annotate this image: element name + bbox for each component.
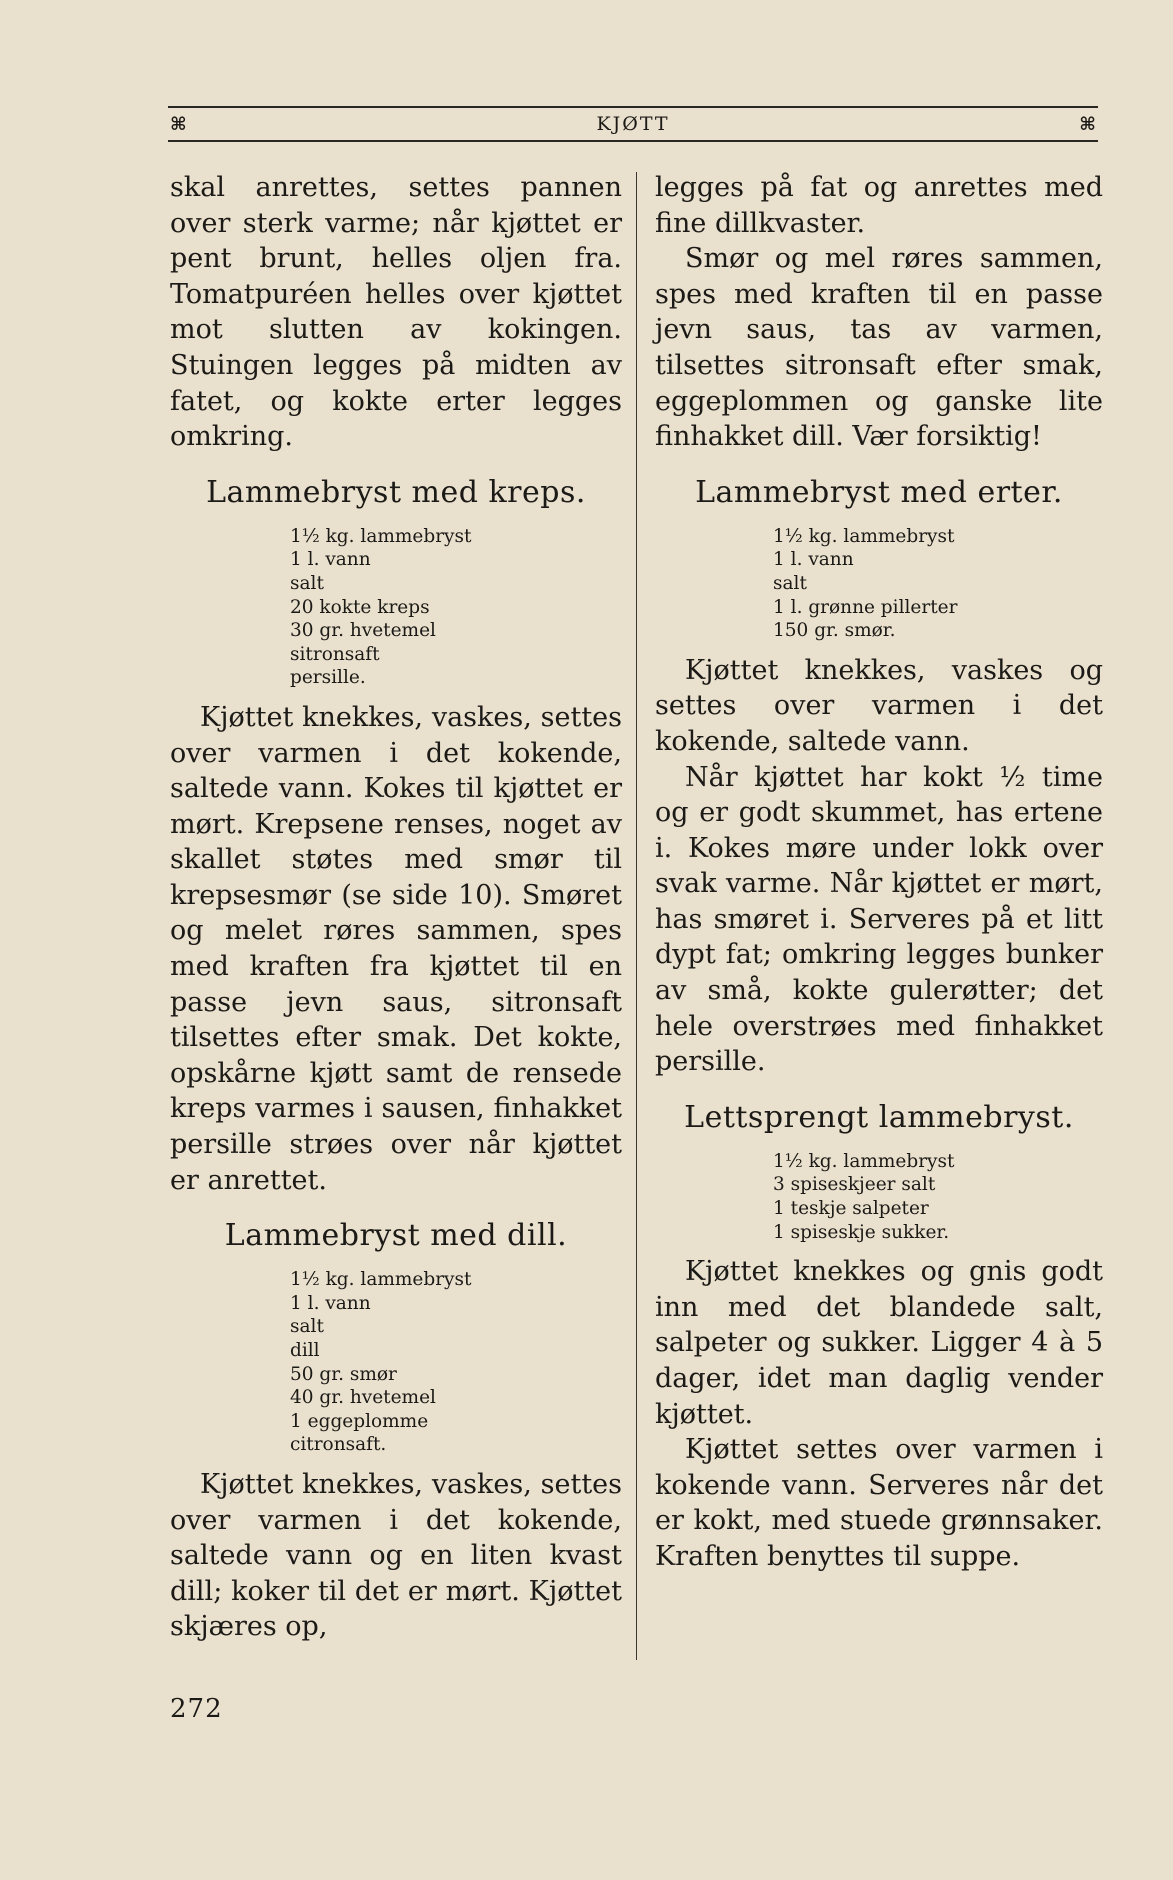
ingredient: 150 gr. smør. <box>773 620 896 642</box>
paragraph-continued: skal anrettes, settes pannen over sterk varme; når kjøttet er pent brunt, helles oljen fra. Tomatpuréen helles over kjøttet mot slutten av kokingen. Stuingen legges på midten av fatet, og kokte erter legges omkring. <box>170 172 622 453</box>
ingredient: sitronsaft <box>290 643 380 665</box>
recipe-instructions-lettsprengt: Kjøttet knekkes og gnis godt inn med det blandede salt, salpeter og sukker. Ligger 4 à 5 dager, idet man daglig vender kjøttet. <box>655 1256 1103 1430</box>
ingredient: salt <box>290 572 324 594</box>
recipe-title-lettsprengt-lammebryst: Lettsprengt lammebryst. <box>684 1099 1074 1135</box>
ingredient: dill <box>290 1340 320 1361</box>
ingredient-list-erter <box>773 525 1103 643</box>
ingredient: 20 kokte kreps <box>290 596 430 618</box>
ingredient: 1½ kg. lammebryst <box>290 1269 472 1291</box>
recipe-instructions-kreps: Kjøttet knekkes, vaskes, settes over varmen i det kokende, saltede vann. Kokes til kjøttet er mørt. Krepsene renses, noget av skallet støtes med smør til krepsesmør (se side 10). Smøret og melet røres sammen, spes med kraften fra kjøttet til en passe jevn saus, sitronsaft tilsettes efter smak. Det kokte, opskårne kjøtt samt de rensede kreps varmes i sausen, finhakket persille strøes over når kjøttet er anrettet. <box>170 701 622 1196</box>
ingredient: salt <box>290 1316 324 1338</box>
running-head <box>168 108 1098 138</box>
recipe-instructions-erter-continued: Når kjøttet har kokt ½ time og er godt skummet, has ertene i. Kokes møre under lokk over svak varme. Når kjøttet er mørt, has smøret i. Serveres på et litt dypt fat; omkring legges bunker av små, kokte gulerøtter; det hele overstrøes med finhakket persille. <box>655 761 1103 1078</box>
ingredient: 40 gr. hvetemel <box>290 1387 436 1409</box>
header-ornament-left: ⌘ <box>170 114 187 135</box>
recipe-title-lammebryst-med-kreps: Lammebryst med kreps. <box>206 474 586 510</box>
ingredient: 30 gr. hvetemel <box>290 620 436 642</box>
ingredient: 1½ kg. lammebryst <box>773 525 955 547</box>
header-rule-bottom <box>168 140 1098 142</box>
recipe-title-lammebryst-med-dill: Lammebryst med dill. <box>224 1218 568 1254</box>
ingredient: persille. <box>290 667 366 689</box>
paragraph-continued: legges på fat og anrettes med fine dillkvaster. <box>655 172 1103 239</box>
recipe-instructions-erter: Kjøttet knekkes, vaskes og settes over varmen i det kokende, saltede vann. <box>655 654 1103 757</box>
ingredient: 1 teskje salpeter <box>773 1198 929 1220</box>
running-title: KJØTT <box>596 113 670 135</box>
ingredient: 1 l. vann <box>290 1292 371 1314</box>
ingredient: 1½ kg. lammebryst <box>773 1150 955 1172</box>
left-column <box>170 170 622 1645</box>
recipe-instructions-lettsprengt-continued: Kjøttet settes over varmen i kokende vann. Serveres når det er kokt, med stuede grønnsaker. Kraften benyttes til suppe. <box>655 1434 1103 1572</box>
column-divider <box>636 172 637 1660</box>
ingredient: 50 gr. smør <box>290 1363 397 1385</box>
recipe-instructions-dill: Kjøttet knekkes, vaskes, settes over varmen i det kokende, saltede vann og en liten kvast dill; koker til det er mørt. Kjøttet skjæres op, <box>170 1468 622 1643</box>
ingredient-list-kreps <box>290 525 622 690</box>
ingredient: 1 l. vann <box>773 549 854 571</box>
ingredient: salt <box>773 572 807 594</box>
right-column <box>655 170 1103 1575</box>
ingredient: 1½ kg. lammebryst <box>290 525 472 547</box>
ingredient: 1 l. vann <box>290 549 371 571</box>
ingredient: citronsaft. <box>290 1434 387 1456</box>
ingredient-list-dill <box>290 1268 622 1457</box>
ingredient: 1 l. grønne pillerter <box>773 596 958 618</box>
recipe-instructions-dill-sauce: Smør og mel røres sammen, spes med kraften til en passe jevn saus, tas av varmen, tilsettes sitronsaft efter smak, eggeplommen og ganske lite finhakket dill. Vær forsiktig! <box>655 243 1103 453</box>
ingredient: 3 spiseskjeer salt <box>773 1174 936 1196</box>
page-number: 272 <box>170 1694 223 1724</box>
ingredient-list-lettsprengt <box>773 1150 1103 1244</box>
recipe-title-lammebryst-med-erter: Lammebryst med erter. <box>695 474 1063 510</box>
ingredient: 1 spiseskje sukker. <box>773 1221 950 1243</box>
header-ornament-right: ⌘ <box>1079 114 1096 135</box>
ingredient: 1 eggeplomme <box>290 1410 429 1432</box>
